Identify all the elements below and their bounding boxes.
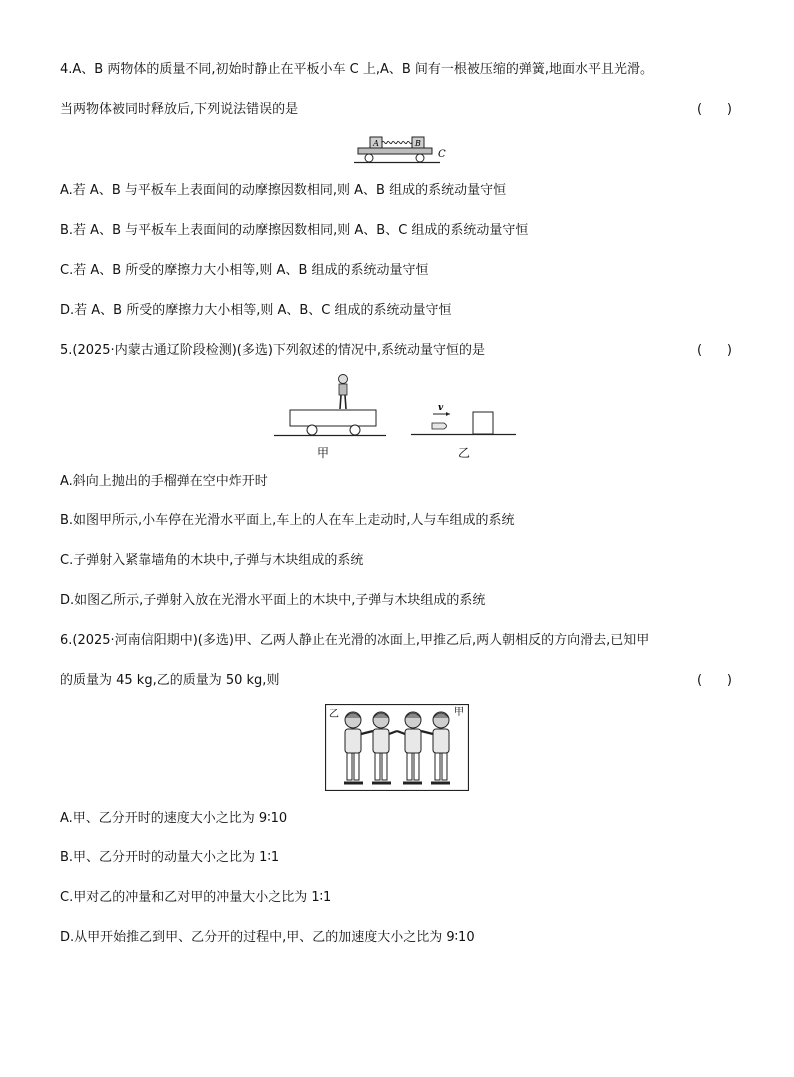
q6-option-d: D.从甲开始推乙到甲、乙分开的过程中,甲、乙的加速度大小之比为 9∶10 xyxy=(60,930,475,945)
q4-option-a: A.若 A、B 与平板车上表面间的动摩擦因数相同,则 A、B 组成的系统动量守恒 xyxy=(60,183,507,198)
spring xyxy=(382,141,412,143)
q6-option-a: A.甲、乙分开时的速度大小之比为 9∶10 xyxy=(60,811,288,826)
q4-stem-line-1: 4.A、B 两物体的质量不同,初始时静止在平板小车 C 上,A、B 间有一根被压缩的弹簧,地面水平且光滑。 xyxy=(60,62,654,77)
q5-answer-bracket: ( ) xyxy=(697,343,732,358)
q4-option-b: B.若 A、B 与平板车上表面间的动摩擦因数相同,则 A、B、C 组成的系统动量守恒 xyxy=(60,223,529,238)
person-leg-right xyxy=(345,395,346,409)
q5-figure-jia xyxy=(270,371,390,443)
q5-option-a: A.斜向上抛出的手榴弹在空中炸开时 xyxy=(60,474,268,489)
q4-figure-cart xyxy=(354,135,446,167)
velocity-arrow-head xyxy=(446,412,450,416)
person-body xyxy=(339,384,347,395)
label-b: B xyxy=(415,139,421,148)
label-yi: 乙 xyxy=(329,709,339,720)
cart-platform xyxy=(358,148,432,154)
label-v: v xyxy=(438,403,444,413)
wood-block xyxy=(473,412,493,434)
cart-body xyxy=(290,410,376,426)
q5-stem-line-1: 5.(2025·内蒙古通辽阶段检测)(多选)下列叙述的情况中,系统动量守恒的是 xyxy=(60,343,486,358)
person-leg-left xyxy=(340,395,341,409)
q5-figure-yi xyxy=(408,399,520,443)
q5-caption-yi: 乙 xyxy=(458,446,471,460)
q5-option-c: C.子弹射入紧靠墙角的木块中,子弹与木块组成的系统 xyxy=(60,553,364,568)
cart-wheel-left xyxy=(365,154,373,162)
q6-answer-bracket: ( ) xyxy=(697,673,732,688)
label-jia: 甲 xyxy=(454,707,464,718)
q5-caption-jia: 甲 xyxy=(317,446,330,460)
q5-option-b: B.如图甲所示,小车停在光滑水平面上,车上的人在车上走动时,人与车组成的系统 xyxy=(60,513,515,528)
q6-option-b: B.甲、乙分开时的动量大小之比为 1∶1 xyxy=(60,850,280,865)
q4-stem-line-2: 当两物体被同时释放后,下列说法错误的是 xyxy=(60,102,299,117)
bullet xyxy=(432,423,447,429)
q5-option-d: D.如图乙所示,子弹射入放在光滑水平面上的木块中,子弹与木块组成的系统 xyxy=(60,593,486,608)
q6-stem-line-1: 6.(2025·河南信阳期中)(多选)甲、乙两人静止在光滑的冰面上,甲推乙后,两人朝相反的方向滑去,已知甲 xyxy=(60,633,650,648)
cart-wheel-left xyxy=(307,425,317,435)
q6-figure-skaters xyxy=(325,704,469,791)
q4-option-d: D.若 A、B 所受的摩擦力大小相等,则 A、B、C 组成的系统动量守恒 xyxy=(60,303,452,318)
cart-wheel-right xyxy=(350,425,360,435)
q6-stem-line-2: 的质量为 45 kg,乙的质量为 50 kg,则 xyxy=(60,673,280,688)
cart-wheel-right xyxy=(416,154,424,162)
label-c: C xyxy=(438,149,446,160)
q4-option-c: C.若 A、B 所受的摩擦力大小相等,则 A、B 组成的系统动量守恒 xyxy=(60,263,429,278)
q6-option-c: C.甲对乙的冲量和乙对甲的冲量大小之比为 1∶1 xyxy=(60,890,332,905)
person-head xyxy=(339,375,348,384)
label-a: A xyxy=(373,139,379,148)
q4-answer-bracket: ( ) xyxy=(697,102,732,117)
